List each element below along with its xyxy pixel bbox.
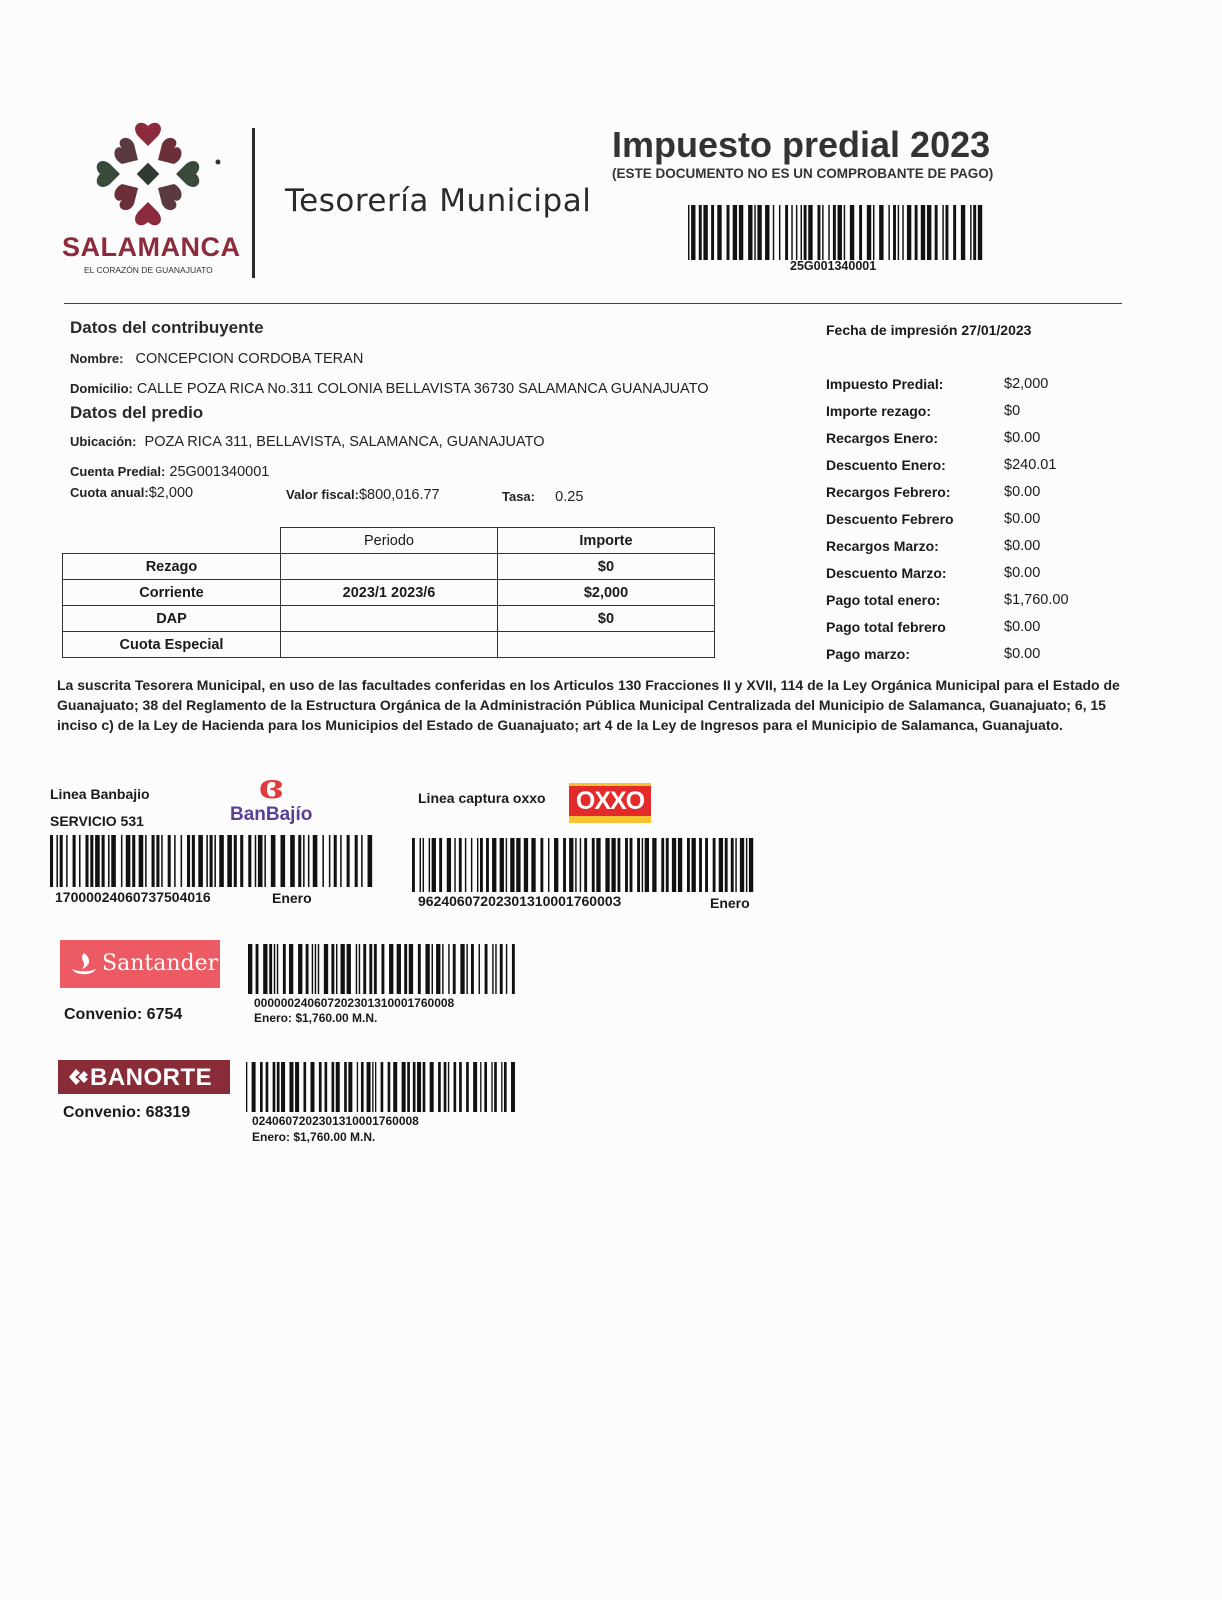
summary-row	[826, 511, 1126, 538]
fiscal-label: Valor fiscal:	[286, 487, 359, 502]
banorte-mark-icon	[66, 1067, 90, 1087]
fiscal-value-row	[286, 487, 440, 503]
summary-label: Recargos Marzo:	[826, 538, 939, 554]
banorte-agreement: Convenio: 68319	[63, 1104, 191, 1121]
property-location: POZA RICA 311, BELLAVISTA, SALAMANCA, GUANAJUATO	[144, 434, 545, 450]
summary-row	[826, 619, 1126, 646]
annual-label: Cuota anual:	[70, 485, 149, 500]
banbajio-month: Enero	[272, 890, 312, 906]
office-name: Tesorería Municipal	[285, 183, 592, 219]
location-label: Ubicación:	[70, 434, 137, 449]
summary-label: Descuento Febrero	[826, 511, 954, 527]
contributor-address: CALLE POZA RICA No.311 COLONIA BELLAVISTA 36730 SALAMANCA GUANAJUATO	[136, 381, 709, 397]
row-amount: $0	[498, 554, 715, 580]
row-period: 2023/1 2023/6	[281, 580, 498, 606]
santander-barcode	[248, 944, 518, 994]
contributor-name: CONCEPCION CORDOBA TERAN	[135, 351, 364, 367]
contributor-name-row	[70, 351, 363, 367]
print-date-value: 27/01/2023	[961, 322, 1032, 338]
summary-value: $0.00	[1004, 646, 1041, 662]
table-header-row	[63, 528, 715, 554]
oxxo-code: 9624060720230131000176000З	[418, 893, 622, 909]
contributor-section-title: Datos del contribuyente	[70, 318, 264, 337]
summary-label: Recargos Febrero:	[826, 484, 951, 500]
summary-row	[826, 565, 1126, 592]
summary-label: Pago total febrero	[826, 619, 946, 635]
santander-agreement: Convenio: 6754	[64, 1006, 183, 1023]
row-amount: $0	[498, 606, 715, 632]
row-amount: $2,000	[498, 580, 715, 606]
banbajio-logo	[230, 770, 340, 830]
document-subtitle: (ESTE DOCUMENTO NO ES UN COMPROBANTE DE PAGO)	[612, 166, 994, 181]
summary-value: $0.00	[1004, 430, 1041, 446]
summary-row	[826, 403, 1126, 430]
summary-label: Impuesto Predial:	[826, 376, 944, 392]
summary-value: $0.00	[1004, 538, 1041, 554]
row-period	[281, 632, 498, 658]
banorte-brand: BANORTE	[90, 1064, 213, 1091]
banbajio-brand: BanBajío	[230, 804, 313, 825]
legal-notice: La suscrita Tesorera Municipal, en uso de las facultades conferidas en los Articulos 130 Fracciones II y XVII, 114 de la Ley Orgánica Municipal para el Estado de Guanajuato; 38 del Reglamento de la Estructura Orgánica de la Administración Pública Municipal Centralizada del Municipio de Salamanca, Guanajuato; 6, 15 inciso c) de la Ley de Hacienda para los Municipios del Estado de Guanajuato; art 4 de la Ley de Ingresos para el Municipio de Salamanca, Guanajuato.	[57, 677, 1120, 733]
account-row	[70, 464, 269, 480]
rate-row	[502, 489, 583, 505]
header-rule	[64, 303, 1122, 304]
santander-amount: Enero: $1,760.00 M.N.	[254, 1011, 378, 1025]
annual-quota-row	[70, 485, 193, 501]
oxxo-barcode	[412, 838, 758, 892]
property-section-title: Datos del predio	[70, 403, 204, 422]
period-table	[62, 527, 715, 658]
row-concept: Rezago	[63, 554, 281, 580]
summary-row	[826, 376, 1126, 403]
table-row	[63, 554, 715, 580]
summary-label: Pago marzo:	[826, 646, 911, 662]
account-number: 25G001340001	[169, 464, 270, 480]
oxxo-line-label: Linea captura oxxo	[418, 790, 546, 806]
rate-label: Tasa:	[502, 489, 535, 504]
banorte-amount: Enero: $1,760.00 M.N.	[252, 1130, 376, 1144]
banbajio-mark-icon	[230, 770, 340, 804]
banbajio-service: SERVICIO 531	[50, 813, 144, 829]
summary-value: $0.00	[1004, 565, 1041, 581]
logo-name: SALAMANCA	[62, 232, 241, 262]
summary-label: Descuento Marzo:	[826, 565, 947, 581]
print-date	[826, 322, 1031, 338]
banbajio-line-label: Linea Banbajio	[50, 786, 150, 802]
row-concept: Cuota Especial	[63, 632, 281, 658]
annual-quota: $2,000	[148, 485, 194, 501]
name-label: Nombre:	[70, 351, 124, 366]
oxxo-brand: OXXO	[569, 786, 651, 816]
row-period	[281, 554, 498, 580]
summary-label: Descuento Enero:	[826, 457, 946, 473]
summary-label: Importe rezago:	[826, 403, 932, 419]
svg-text:ɞ: ɞ	[259, 770, 284, 804]
oxxo-logo	[569, 783, 651, 823]
summary-value: $0.00	[1004, 511, 1041, 527]
table-blank-cell	[63, 528, 281, 554]
document-title: Impuesto predial 2023	[612, 124, 991, 165]
oxxo-month: Enero	[710, 895, 750, 911]
logo-tagline: EL CORAZÓN DE GUANAJUATO	[84, 265, 213, 275]
flame-icon	[70, 951, 98, 977]
banbajio-code: 17000024060737504016	[55, 889, 211, 905]
row-amount	[498, 632, 715, 658]
account-label: Cuenta Predial:	[70, 464, 166, 479]
contributor-address-row	[70, 381, 709, 397]
santander-code: 000000240607202301310001760008	[254, 996, 455, 1010]
rate-value: 0.25	[555, 489, 584, 505]
summary-row	[826, 484, 1126, 511]
summary-value: $2,000	[1004, 376, 1049, 392]
print-date-label: Fecha de impresión	[826, 322, 958, 338]
summary-row	[826, 430, 1126, 457]
header-barcode	[688, 205, 984, 260]
property-location-row	[70, 434, 545, 450]
summary-row	[826, 457, 1126, 484]
summary-label: Recargos Enero:	[826, 430, 939, 446]
santander-brand: Santander	[102, 951, 219, 976]
banbajio-barcode	[50, 835, 374, 887]
summary-row	[826, 592, 1126, 619]
summary-value: $0.00	[1004, 484, 1041, 500]
row-concept: DAP	[63, 606, 281, 632]
summary-row	[826, 538, 1126, 565]
banorte-logo	[58, 1060, 230, 1094]
summary-value: $240.01	[1004, 457, 1057, 473]
header-periodo: Periodo	[281, 528, 498, 554]
table-row	[63, 580, 715, 606]
header-barcode-number: 25G001340001	[790, 259, 877, 273]
header-importe: Importe	[498, 528, 715, 554]
summary-value: $0.00	[1004, 619, 1041, 635]
banorte-code: 0240607202301310001760008	[252, 1114, 419, 1128]
table-row	[63, 632, 715, 658]
address-label: Domicilio:	[70, 381, 133, 396]
santander-logo	[60, 940, 220, 988]
summary-row	[826, 646, 1126, 673]
table-row	[63, 606, 715, 632]
summary-value: $1,760.00	[1004, 592, 1069, 608]
summary-value: $0	[1004, 403, 1021, 419]
header-divider	[252, 128, 255, 278]
fiscal-value: $800,016.77	[358, 487, 440, 503]
row-concept: Corriente	[63, 580, 281, 606]
summary-label: Pago total enero:	[826, 592, 941, 608]
banorte-barcode	[246, 1062, 518, 1112]
salamanca-logo	[60, 112, 240, 282]
row-period	[281, 606, 498, 632]
